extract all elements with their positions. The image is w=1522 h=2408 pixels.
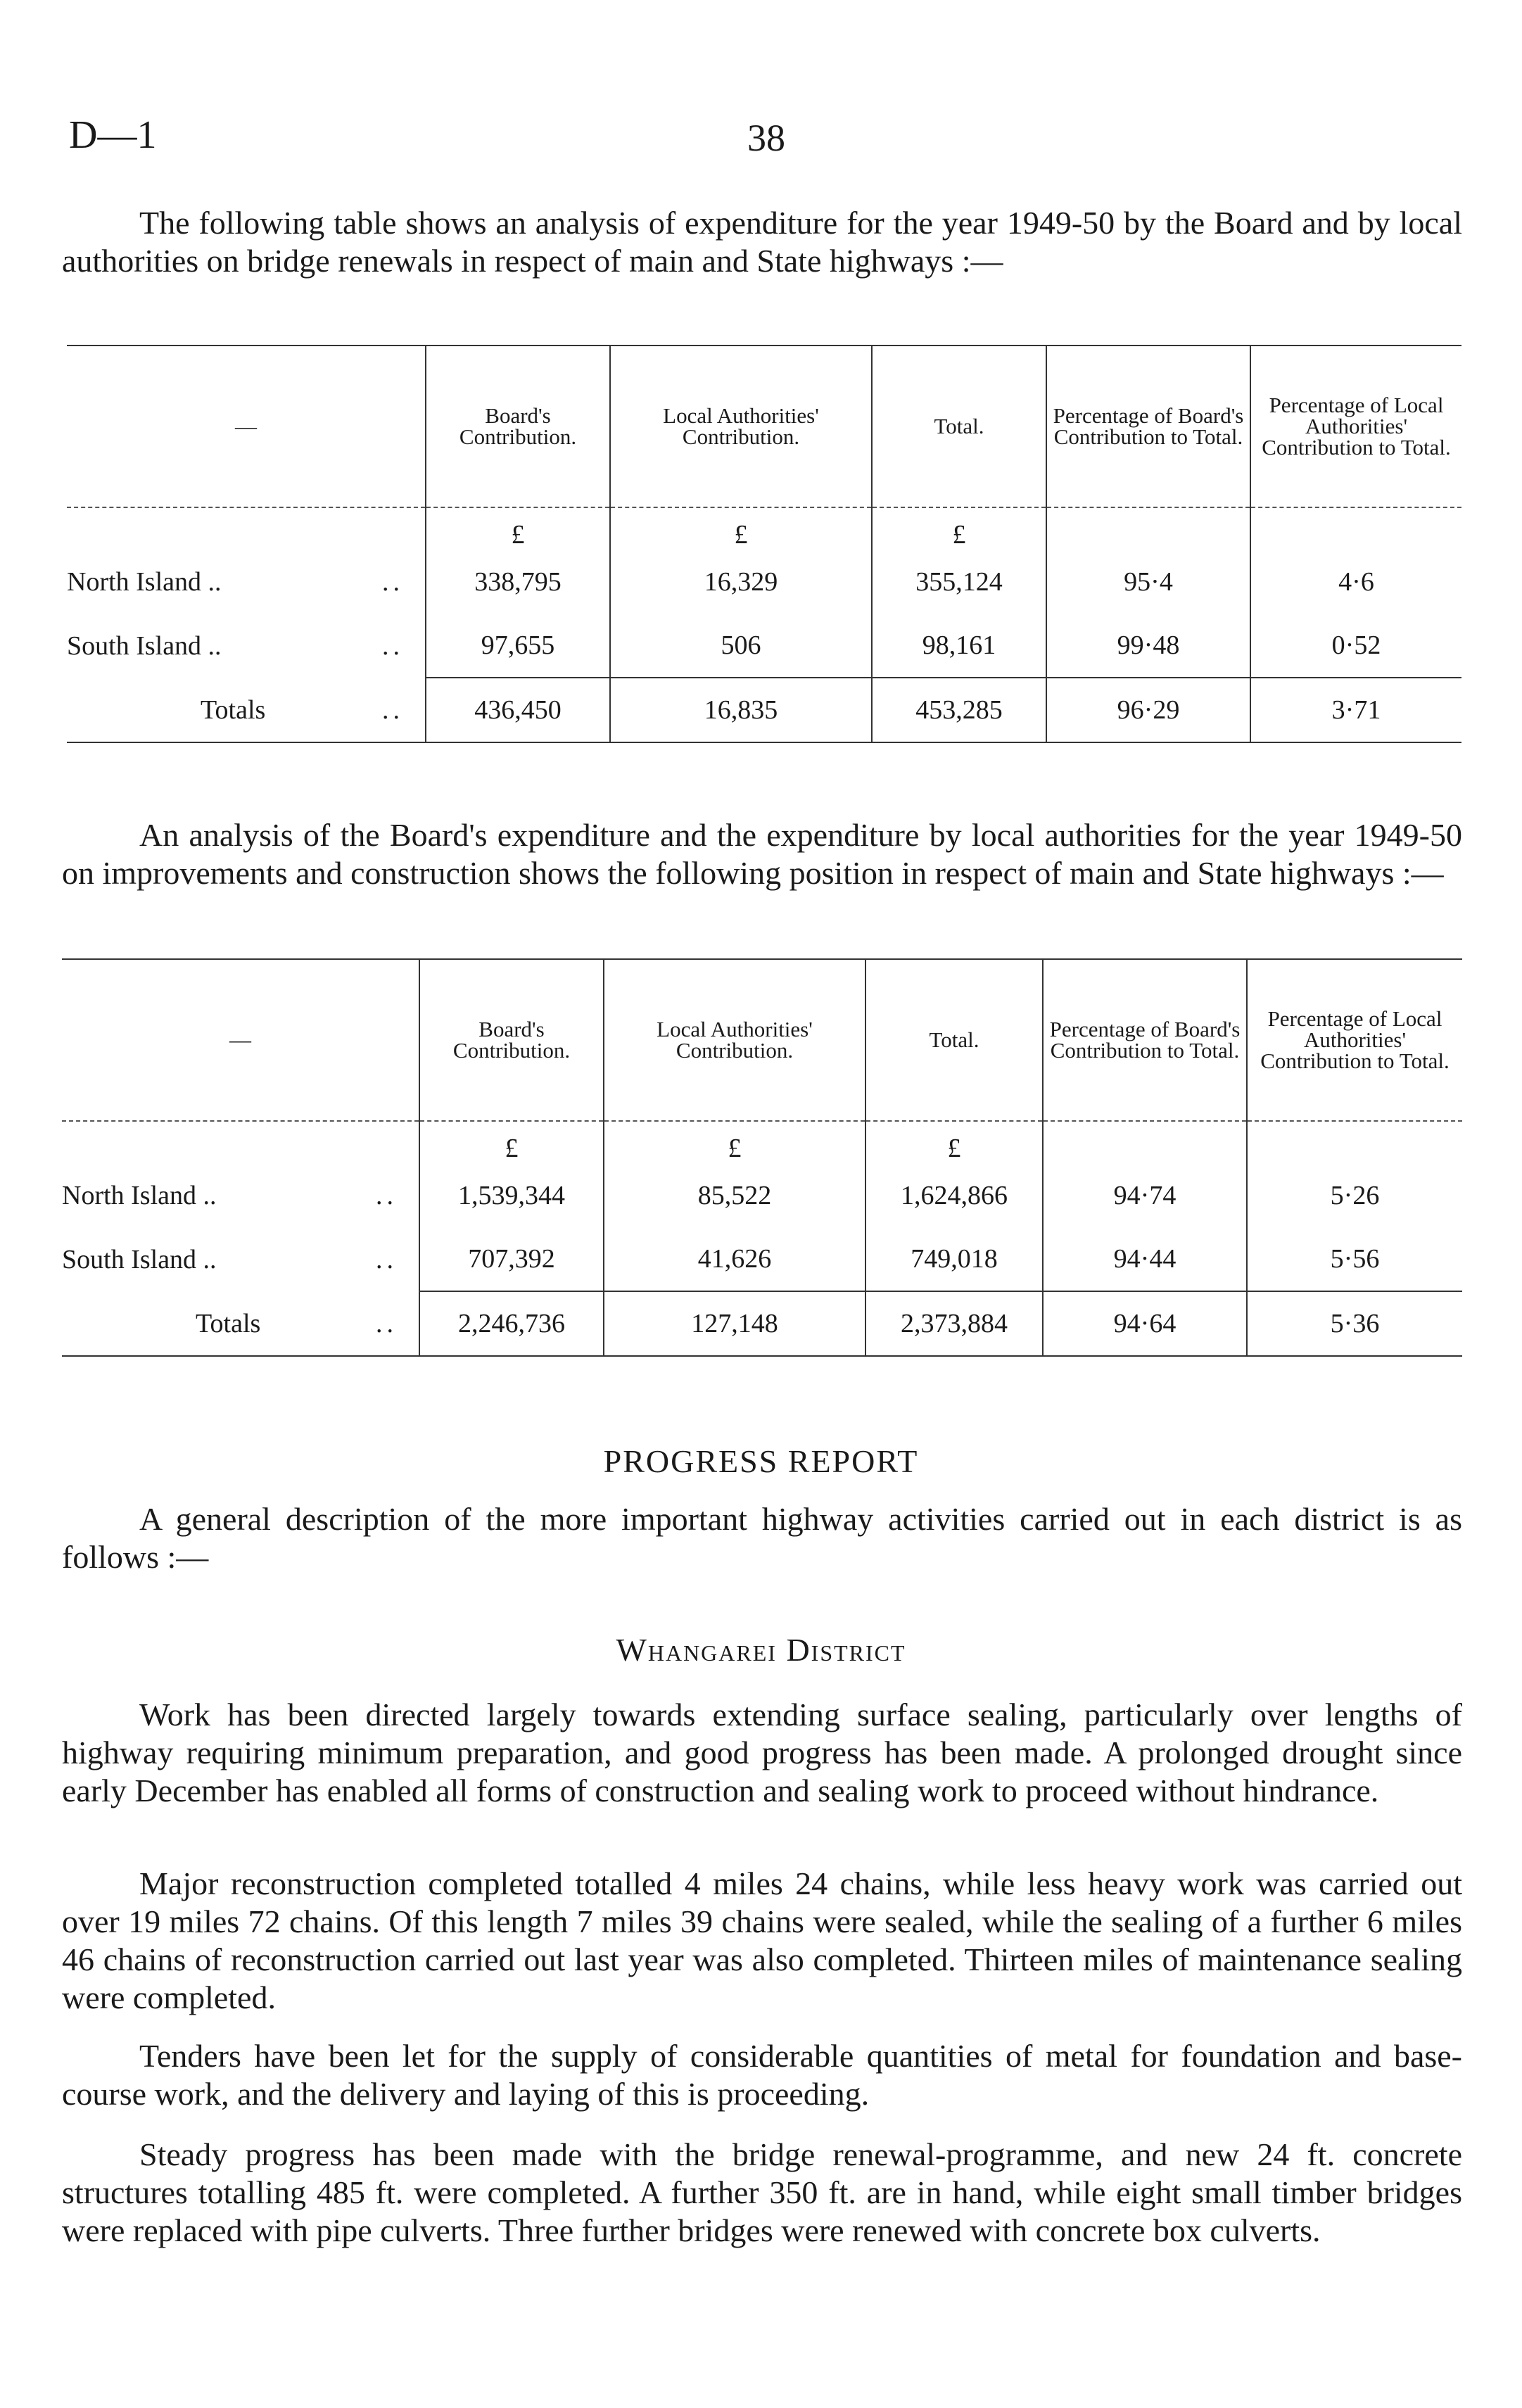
table-header-row	[62, 959, 1462, 1121]
cell-local: 506	[610, 614, 872, 678]
body-paragraph: Tenders have been let for the supply of considerable quantities of metal for foundation and base-course work, and the delivery and laying of this is proceeding.	[62, 2038, 1462, 2112]
body-paragraph: Major reconstruction completed totalled 4 miles 24 chains, while less heavy work was carried out over 19 miles 72 chains. Of this length 7 miles 39 chains were sealed, while the sealing of a further 6 miles 46 chains of reconstruction carried out last year was also completed. Thirteen miles of maintenance sealing were completed.	[62, 1865, 1462, 2015]
page-number: 38	[747, 117, 785, 159]
cell-board: 707,392	[419, 1227, 604, 1291]
cell-total: 355,124	[872, 550, 1046, 614]
unit-board: £	[419, 1121, 604, 1164]
cell-pct-local: 5·36	[1247, 1291, 1462, 1356]
leader-dots: ..	[376, 1308, 398, 1338]
cell-pct-board: 94·64	[1043, 1291, 1247, 1356]
table-header-row	[67, 346, 1461, 507]
table-row	[62, 1227, 1462, 1291]
leader-dots: ..	[382, 630, 404, 661]
cell-total: 2,373,884	[865, 1291, 1043, 1356]
cell-local: 85,522	[604, 1164, 865, 1227]
cell-pct-local: 4·6	[1250, 550, 1461, 614]
bridge-renewals-table	[67, 345, 1461, 743]
district-heading: Whangarei District	[616, 1632, 906, 1668]
progress-report-heading: PROGRESS REPORT	[603, 1443, 919, 1479]
cell-local: 41,626	[604, 1227, 865, 1291]
cell-pct-board: 99·48	[1046, 614, 1250, 678]
leader-dots: ..	[382, 695, 404, 725]
cell-total: 1,624,866	[865, 1164, 1043, 1227]
unit-total: £	[865, 1121, 1043, 1164]
leader-dots: ..	[376, 1244, 398, 1274]
cell-pct-local: 3·71	[1250, 678, 1461, 742]
leader-dots: ..	[382, 567, 404, 597]
row-label: North Island ..	[67, 567, 222, 597]
progress-intro-paragraph: A general description of the more important highway activities carried out in each district is as follows :—	[62, 1501, 1462, 1575]
cell-total: 98,161	[872, 614, 1046, 678]
cell-pct-board: 94·44	[1043, 1227, 1247, 1291]
unit-local: £	[604, 1121, 865, 1164]
unit-row	[62, 1121, 1462, 1164]
unit-board: £	[426, 507, 610, 550]
improvements-construction-table	[62, 958, 1462, 1357]
column-header-stub: —	[235, 414, 257, 438]
cell-pct-board: 95·4	[1046, 550, 1250, 614]
column-header-stub: —	[229, 1027, 251, 1052]
cell-pct-board: 94·74	[1043, 1164, 1247, 1227]
table-row	[67, 614, 1461, 678]
table-row	[67, 550, 1461, 614]
row-label: South Island ..	[62, 1244, 217, 1274]
intro-paragraph-2: An analysis of the Board's expenditure and the expenditure by local authorities for the year 1949-50 on improvements and construction shows the following position in respect of main and State highways :—	[62, 817, 1462, 891]
row-label: South Island ..	[67, 630, 222, 661]
column-header-pct-local: Percentage of Local Authorities' Contribution to Total.	[1250, 346, 1461, 507]
cell-board: 436,450	[426, 678, 610, 742]
cell-local: 16,835	[610, 678, 872, 742]
cell-local: 127,148	[604, 1291, 865, 1356]
cell-local: 16,329	[610, 550, 872, 614]
body-paragraph: Work has been directed largely towards extending surface sealing, particularly over lengths of highway requiring minimum preparation, and good progress has been made. A prolonged drought since early December has enabled all forms of construction and sealing work to proceed without hindrance.	[62, 1697, 1462, 1808]
column-header-board: Board's Contribution.	[426, 346, 610, 507]
column-header-total: Total.	[865, 959, 1043, 1121]
column-header-total: Total.	[872, 346, 1046, 507]
column-header-pct-local: Percentage of Local Authorities' Contribution to Total.	[1247, 959, 1462, 1121]
cell-pct-local: 0·52	[1250, 614, 1461, 678]
body-paragraph: Steady progress has been made with the bridge renewal-programme, and new 24 ft. concrete structures totalling 485 ft. were completed. A further 350 ft. are in hand, while eight small timber bridges were replaced with pipe culverts. Three further bridges were renewed with concrete box culverts.	[62, 2136, 1462, 2248]
unit-total: £	[872, 507, 1046, 550]
column-header-pct-board: Percentage of Board's Contribution to Total.	[1043, 959, 1247, 1121]
totals-row	[62, 1291, 1462, 1356]
cell-pct-board: 96·29	[1046, 678, 1250, 742]
column-header-board: Board's Contribution.	[419, 959, 604, 1121]
totals-label: Totals	[201, 695, 266, 725]
unit-row	[67, 507, 1461, 550]
cell-board: 1,539,344	[419, 1164, 604, 1227]
cell-board: 338,795	[426, 550, 610, 614]
column-header-local: Local Authorities' Contribution.	[604, 959, 865, 1121]
cell-pct-local: 5·56	[1247, 1227, 1462, 1291]
cell-total: 453,285	[872, 678, 1046, 742]
totals-label: Totals	[196, 1308, 261, 1338]
document-reference: D—1	[69, 113, 157, 157]
row-label: North Island ..	[62, 1181, 217, 1210]
table-row	[62, 1164, 1462, 1227]
cell-board: 97,655	[426, 614, 610, 678]
column-header-local: Local Authorities' Contribution.	[610, 346, 872, 507]
column-header-pct-board: Percentage of Board's Contribution to Total.	[1046, 346, 1250, 507]
cell-total: 749,018	[865, 1227, 1043, 1291]
unit-local: £	[610, 507, 872, 550]
cell-pct-local: 5·26	[1247, 1164, 1462, 1227]
intro-paragraph-1: The following table shows an analysis of expenditure for the year 1949-50 by the Board and by local authorities on bridge renewals in respect of main and State highways :—	[62, 205, 1462, 279]
cell-board: 2,246,736	[419, 1291, 604, 1356]
leader-dots: ..	[376, 1181, 398, 1210]
totals-row	[67, 678, 1461, 742]
